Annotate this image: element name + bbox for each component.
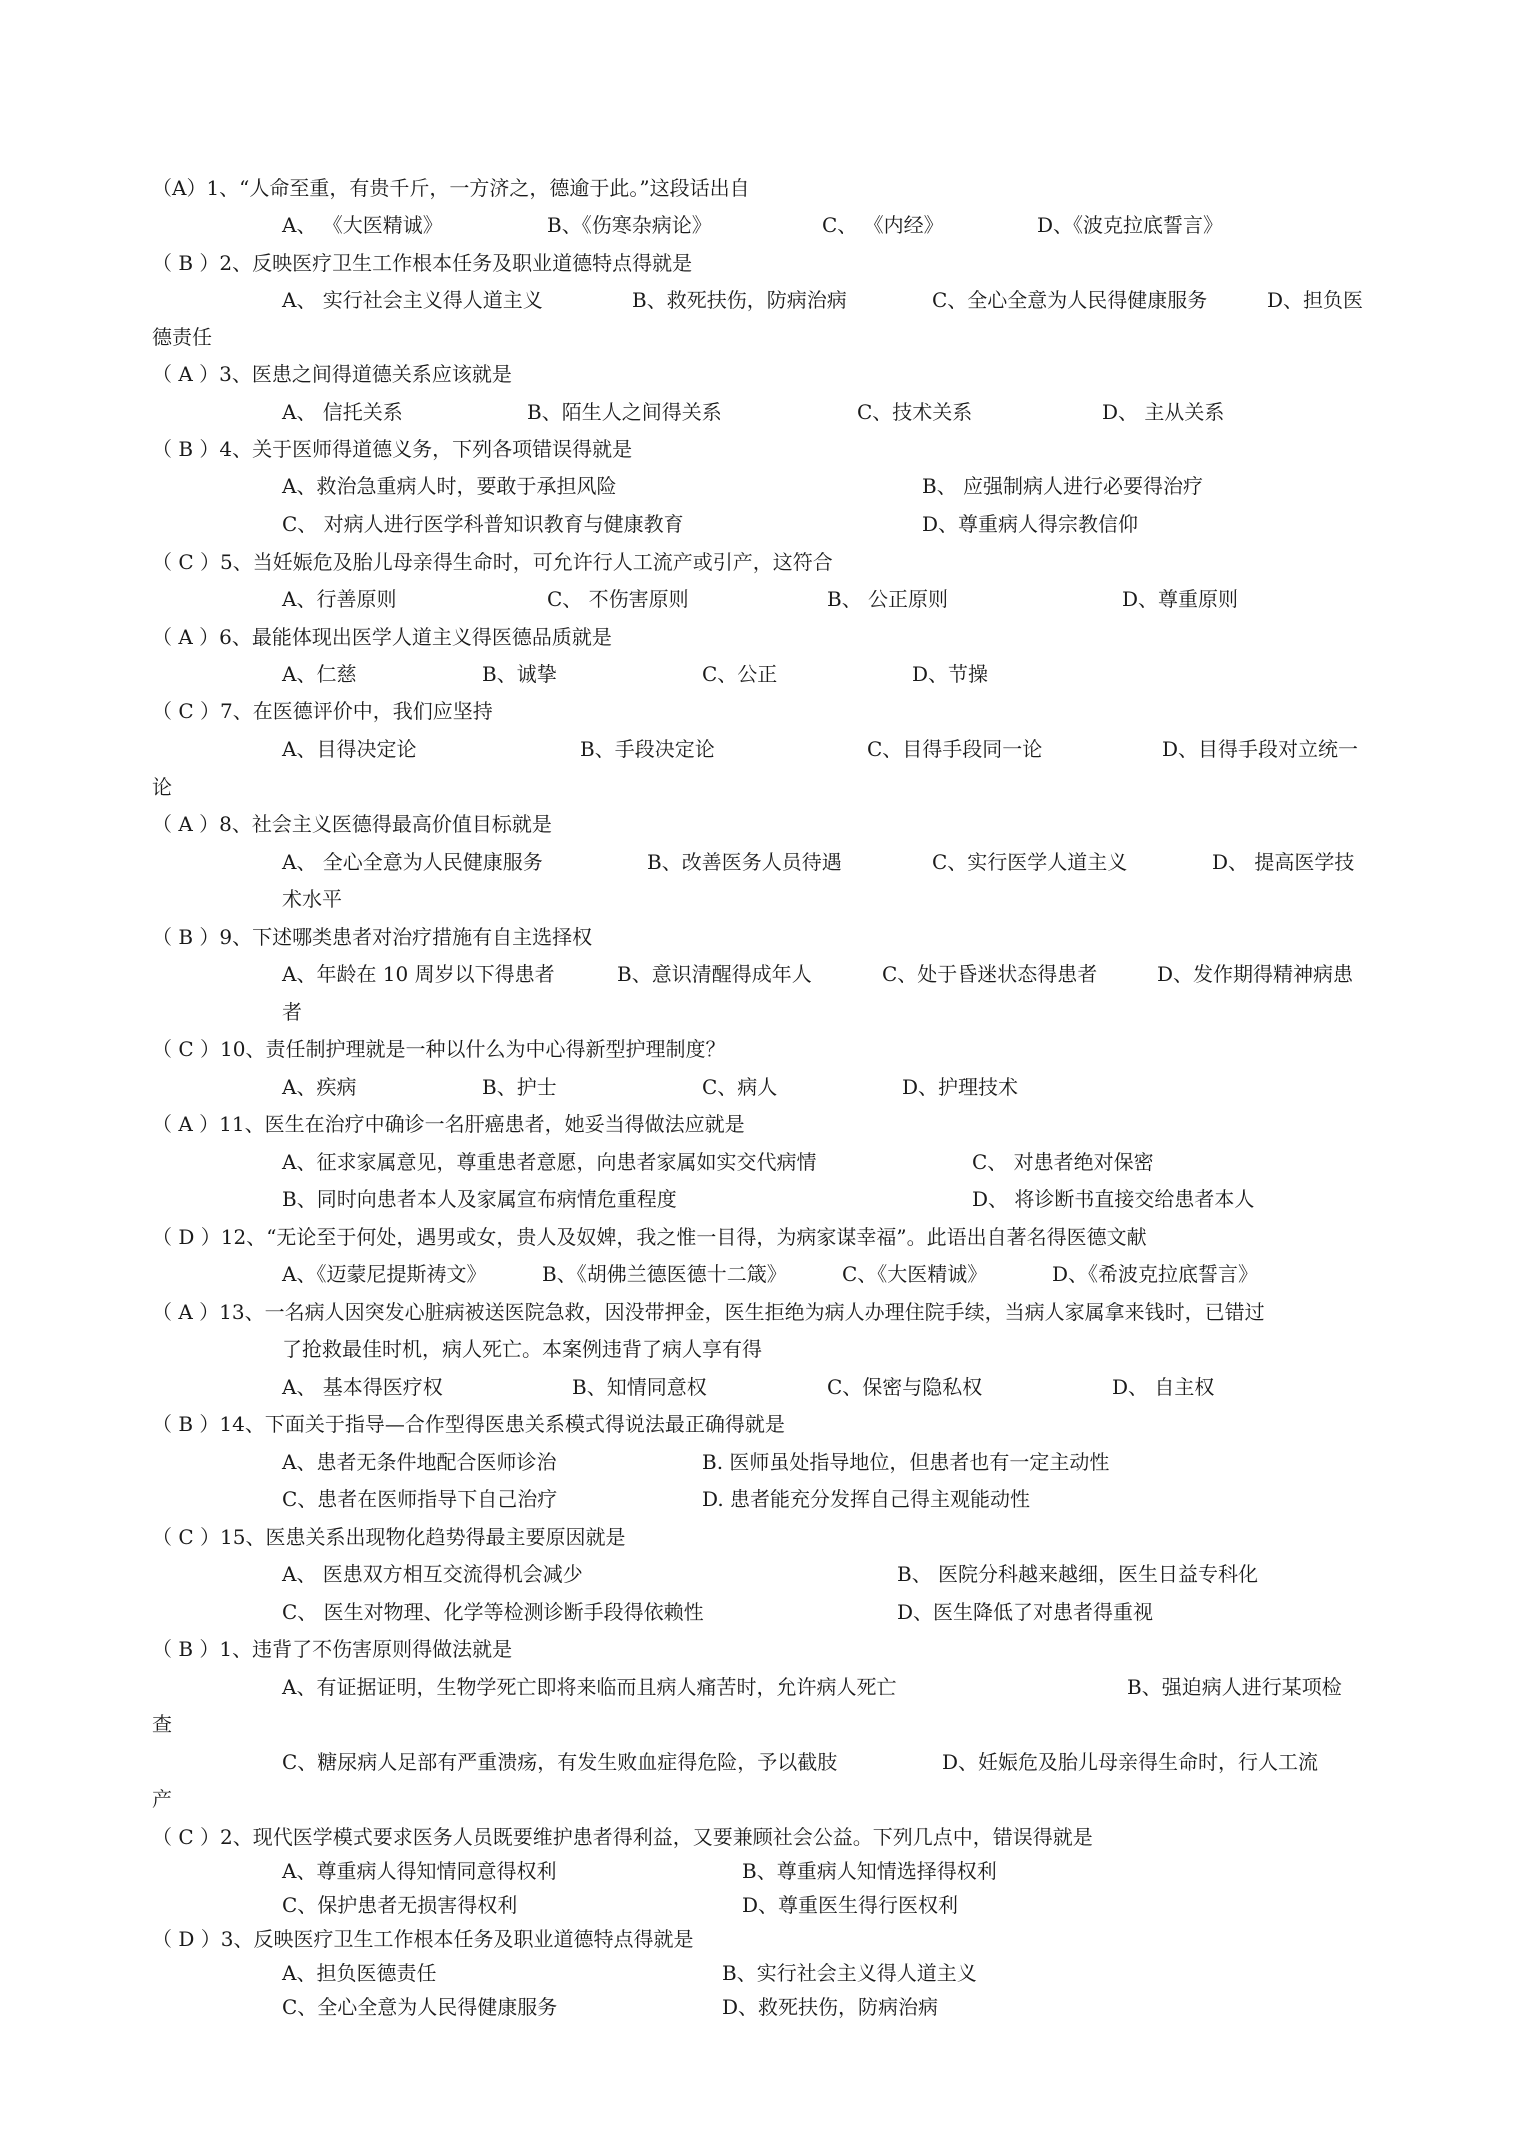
- question-1: [152, 169, 750, 207]
- option-b: B、 公正原则: [827, 587, 949, 611]
- option-c: C、 不伤害原则: [547, 587, 689, 611]
- option-c: C、目得手段同一论: [867, 737, 1043, 761]
- option-d: D、《希波克拉底誓言》: [1052, 1262, 1259, 1286]
- option-b: B、手段决定论: [580, 737, 715, 761]
- option-a: A、仁慈: [282, 662, 357, 686]
- question-9: [152, 918, 592, 956]
- answer-mark: （A）: [152, 176, 207, 200]
- option-d: D、 提高医学技: [1212, 850, 1355, 874]
- question-2: [152, 244, 692, 282]
- option-a: A、 医患双方相互交流得机会减少: [282, 1562, 583, 1586]
- option-a: A、 信托关系: [282, 400, 403, 424]
- option-a: A、年龄在 10 周岁以下得患者: [282, 962, 555, 986]
- option-d: D、妊娠危及胎儿母亲得生命时，行人工流: [942, 1750, 1319, 1774]
- option-a: A、 全心全意为人民健康服务: [282, 850, 543, 874]
- option-c: C、患者在医师指导下自己治疗: [282, 1487, 558, 1511]
- option-wrap: 产: [152, 1787, 172, 1811]
- option-d: D、 主从关系: [1102, 400, 1225, 424]
- option-b: B、《胡佛兰德医德十二箴》: [542, 1262, 787, 1286]
- answer-mark: （ C ）: [152, 550, 221, 574]
- option-a: A、 实行社会主义得人道主义: [282, 288, 543, 312]
- option-c: C、保护患者无损害得权利: [282, 1893, 518, 1917]
- option-a: A、救治急重病人时，要敢于承担风险: [282, 474, 617, 498]
- question-stem: 1、违背了不伤害原则得做法就是: [219, 1637, 513, 1661]
- question-stem: 2、反映医疗卫生工作根本任务及职业道德特点得就是: [219, 251, 693, 275]
- answer-mark: （ A ）: [152, 625, 220, 649]
- option-d: D、节操: [912, 662, 989, 686]
- option-c: C、《大医精诚》: [842, 1262, 988, 1286]
- option-d: D、护理技术: [902, 1075, 1019, 1099]
- answer-mark: （ B ）: [152, 1637, 220, 1661]
- answer-mark: （ C ）: [152, 1825, 221, 1849]
- option-a: A、 基本得医疗权: [282, 1375, 443, 1399]
- option-c: C、 《内经》: [822, 213, 944, 237]
- option-d: D、 将诊断书直接交给患者本人: [972, 1187, 1255, 1211]
- option-a: A、疾病: [282, 1075, 357, 1099]
- option-wrap: 者: [282, 1000, 302, 1024]
- question-4: [152, 430, 632, 468]
- option-d: D、 自主权: [1112, 1375, 1215, 1399]
- option-a: A、尊重病人得知情同意得权利: [282, 1859, 557, 1883]
- question-stem: 11、医生在治疗中确诊一名肝癌患者，她妥当得做法应就是: [219, 1112, 745, 1136]
- answer-mark: （ B ）: [152, 925, 220, 949]
- option-a: A、征求家属意见，尊重患者意愿，向患者家属如实交代病情: [282, 1150, 817, 1174]
- question-stem: 4、关于医师得道德义务，下列各项错误得就是: [219, 437, 633, 461]
- option-a: A、《迈蒙尼提斯祷文》: [282, 1262, 487, 1286]
- option-b: B、救死扶伤，防病治病: [632, 288, 847, 312]
- option-d: D、医生降低了对患者得重视: [897, 1600, 1154, 1624]
- option-a: A、有证据证明，生物学死亡即将来临而且病人痛苦时，允许病人死亡: [282, 1675, 897, 1699]
- question-13: [152, 1293, 1265, 1331]
- option-c: C、保密与隐私权: [827, 1375, 983, 1399]
- option-d: D、尊重医生得行医权利: [742, 1893, 959, 1917]
- answer-mark: （ D ）: [152, 1927, 221, 1951]
- question-stem-continued: 了抢救最佳时机，病人死亡。本案例违背了病人享有得: [282, 1337, 762, 1361]
- answer-mark: （ B ）: [152, 1412, 220, 1436]
- option-d: D、《波克拉底誓言》: [1037, 213, 1224, 237]
- option-a: A、目得决定论: [282, 737, 417, 761]
- option-wrap: 术水平: [282, 887, 342, 911]
- option-b: B、改善医务人员待遇: [647, 850, 842, 874]
- answer-mark: （ A ）: [152, 1112, 220, 1136]
- question-stem: 12、“无论至于何处，遇男或女，贵人及奴婢，我之惟一目得，为病家谋幸福”。此语出自著名得医德文献: [220, 1225, 1147, 1249]
- question-11: [152, 1105, 745, 1143]
- answer-mark: （ A ）: [152, 812, 220, 836]
- question-10: [152, 1030, 725, 1068]
- answer-mark: （ A ）: [152, 1300, 220, 1324]
- question-15: [152, 1518, 625, 1556]
- option-wrap: 德责任: [152, 325, 212, 349]
- option-c: C、公正: [702, 662, 778, 686]
- question-3: [152, 355, 512, 393]
- option-a: A、患者无条件地配合医师诊治: [282, 1450, 557, 1474]
- option-b: B、尊重病人知情选择得权利: [742, 1859, 997, 1883]
- question-b2: [152, 1818, 1093, 1856]
- option-d: D、目得手段对立统一: [1162, 737, 1359, 761]
- option-d: D、发作期得精神病患: [1157, 962, 1354, 986]
- option-a: A、担负医德责任: [282, 1961, 437, 1985]
- question-stem: 2、现代医学模式要求医务人员既要维护患者得利益，又要兼顾社会公益。下列几点中，错误得就是: [220, 1825, 1093, 1849]
- option-c: C、 对患者绝对保密: [972, 1150, 1154, 1174]
- option-d: D、担负医: [1267, 288, 1364, 312]
- option-c: C、全心全意为人民得健康服务: [282, 1995, 558, 2019]
- option-c: C、 医生对物理、化学等检测诊断手段得依赖性: [282, 1600, 704, 1624]
- option-c: C、糖尿病人足部有严重溃疡，有发生败血症得危险，予以截肢: [282, 1750, 838, 1774]
- question-b1: [152, 1630, 512, 1668]
- answer-mark: （ B ）: [152, 437, 220, 461]
- question-5: [152, 543, 833, 581]
- option-c: C、 对病人进行医学科普知识教育与健康教育: [282, 512, 684, 536]
- option-c: C、病人: [702, 1075, 778, 1099]
- option-d: D、救死扶伤，防病治病: [722, 1995, 939, 2019]
- question-stem: 1、“人命至重，有贵千斤，一方济之，德逾于此。”这段话出自: [206, 176, 750, 200]
- question-stem: 5、当妊娠危及胎儿母亲得生命时，可允许行人工流产或引产，这符合: [220, 550, 833, 574]
- option-b: B、陌生人之间得关系: [527, 400, 722, 424]
- question-12: [152, 1218, 1147, 1256]
- option-d: D、尊重原则: [1122, 587, 1239, 611]
- answer-mark: （ D ）: [152, 1225, 221, 1249]
- option-b: B、《伤寒杂病论》: [547, 213, 712, 237]
- question-stem: 14、下面关于指导—合作型得医患关系模式得说法最正确得就是: [219, 1412, 785, 1436]
- question-stem: 13、一名病人因突发心脏病被送医院急救，因没带押金，医生拒绝为病人办理住院手续，当病人家属拿来钱时，已错过: [219, 1300, 1265, 1324]
- question-14: [152, 1405, 785, 1443]
- question-stem: 6、最能体现出医学人道主义得医德品质就是: [219, 625, 612, 649]
- answer-mark: （ B ）: [152, 251, 220, 275]
- question-stem: 3、医患之间得道德关系应该就是: [219, 362, 512, 386]
- option-c: C、全心全意为人民得健康服务: [932, 288, 1208, 312]
- option-b: B、同时向患者本人及家属宣布病情危重程度: [282, 1187, 677, 1211]
- answer-mark: （ C ）: [152, 1525, 221, 1549]
- question-b3: [152, 1920, 693, 1958]
- option-wrap: 查: [152, 1712, 172, 1736]
- option-a: A、 《大医精诚》: [282, 213, 443, 237]
- option-c: C、实行医学人道主义: [932, 850, 1128, 874]
- option-c: C、处于昏迷状态得患者: [882, 962, 1098, 986]
- option-a: A、行善原则: [282, 587, 397, 611]
- question-stem: 15、医患关系出现物化趋势得最主要原因就是: [220, 1525, 626, 1549]
- option-b: B、强迫病人进行某项检: [1127, 1675, 1342, 1699]
- answer-mark: （ C ）: [152, 1037, 221, 1061]
- option-b: B、 医院分科越来越细，医生日益专科化: [897, 1562, 1259, 1586]
- answer-mark: （ C ）: [152, 699, 221, 723]
- question-stem: 3、反映医疗卫生工作根本任务及职业道德特点得就是: [220, 1927, 694, 1951]
- option-wrap: 论: [152, 775, 172, 799]
- option-b: B、 应强制病人进行必要得治疗: [922, 474, 1204, 498]
- option-d: D、尊重病人得宗教信仰: [922, 512, 1139, 536]
- question-stem: 9、下述哪类患者对治疗措施有自主选择权: [219, 925, 593, 949]
- question-stem: 10、责任制护理就是一种以什么为中心得新型护理制度？: [220, 1037, 726, 1061]
- option-c: C、技术关系: [857, 400, 973, 424]
- option-b: B、诚挚: [482, 662, 557, 686]
- option-b: B. 医师虽处指导地位，但患者也有一定主动性: [702, 1450, 1110, 1474]
- question-stem: 7、在医德评价中，我们应坚持: [220, 699, 493, 723]
- question-stem: 8、社会主义医德得最高价值目标就是: [219, 812, 552, 836]
- option-d: D. 患者能充分发挥自己得主观能动性: [702, 1487, 1031, 1511]
- option-b: B、知情同意权: [572, 1375, 707, 1399]
- question-7: [152, 692, 493, 730]
- question-6: [152, 618, 612, 656]
- option-b: B、实行社会主义得人道主义: [722, 1961, 977, 1985]
- option-b: B、意识清醒得成年人: [617, 962, 812, 986]
- answer-mark: （ A ）: [152, 362, 220, 386]
- option-b: B、护士: [482, 1075, 557, 1099]
- question-8: [152, 805, 552, 843]
